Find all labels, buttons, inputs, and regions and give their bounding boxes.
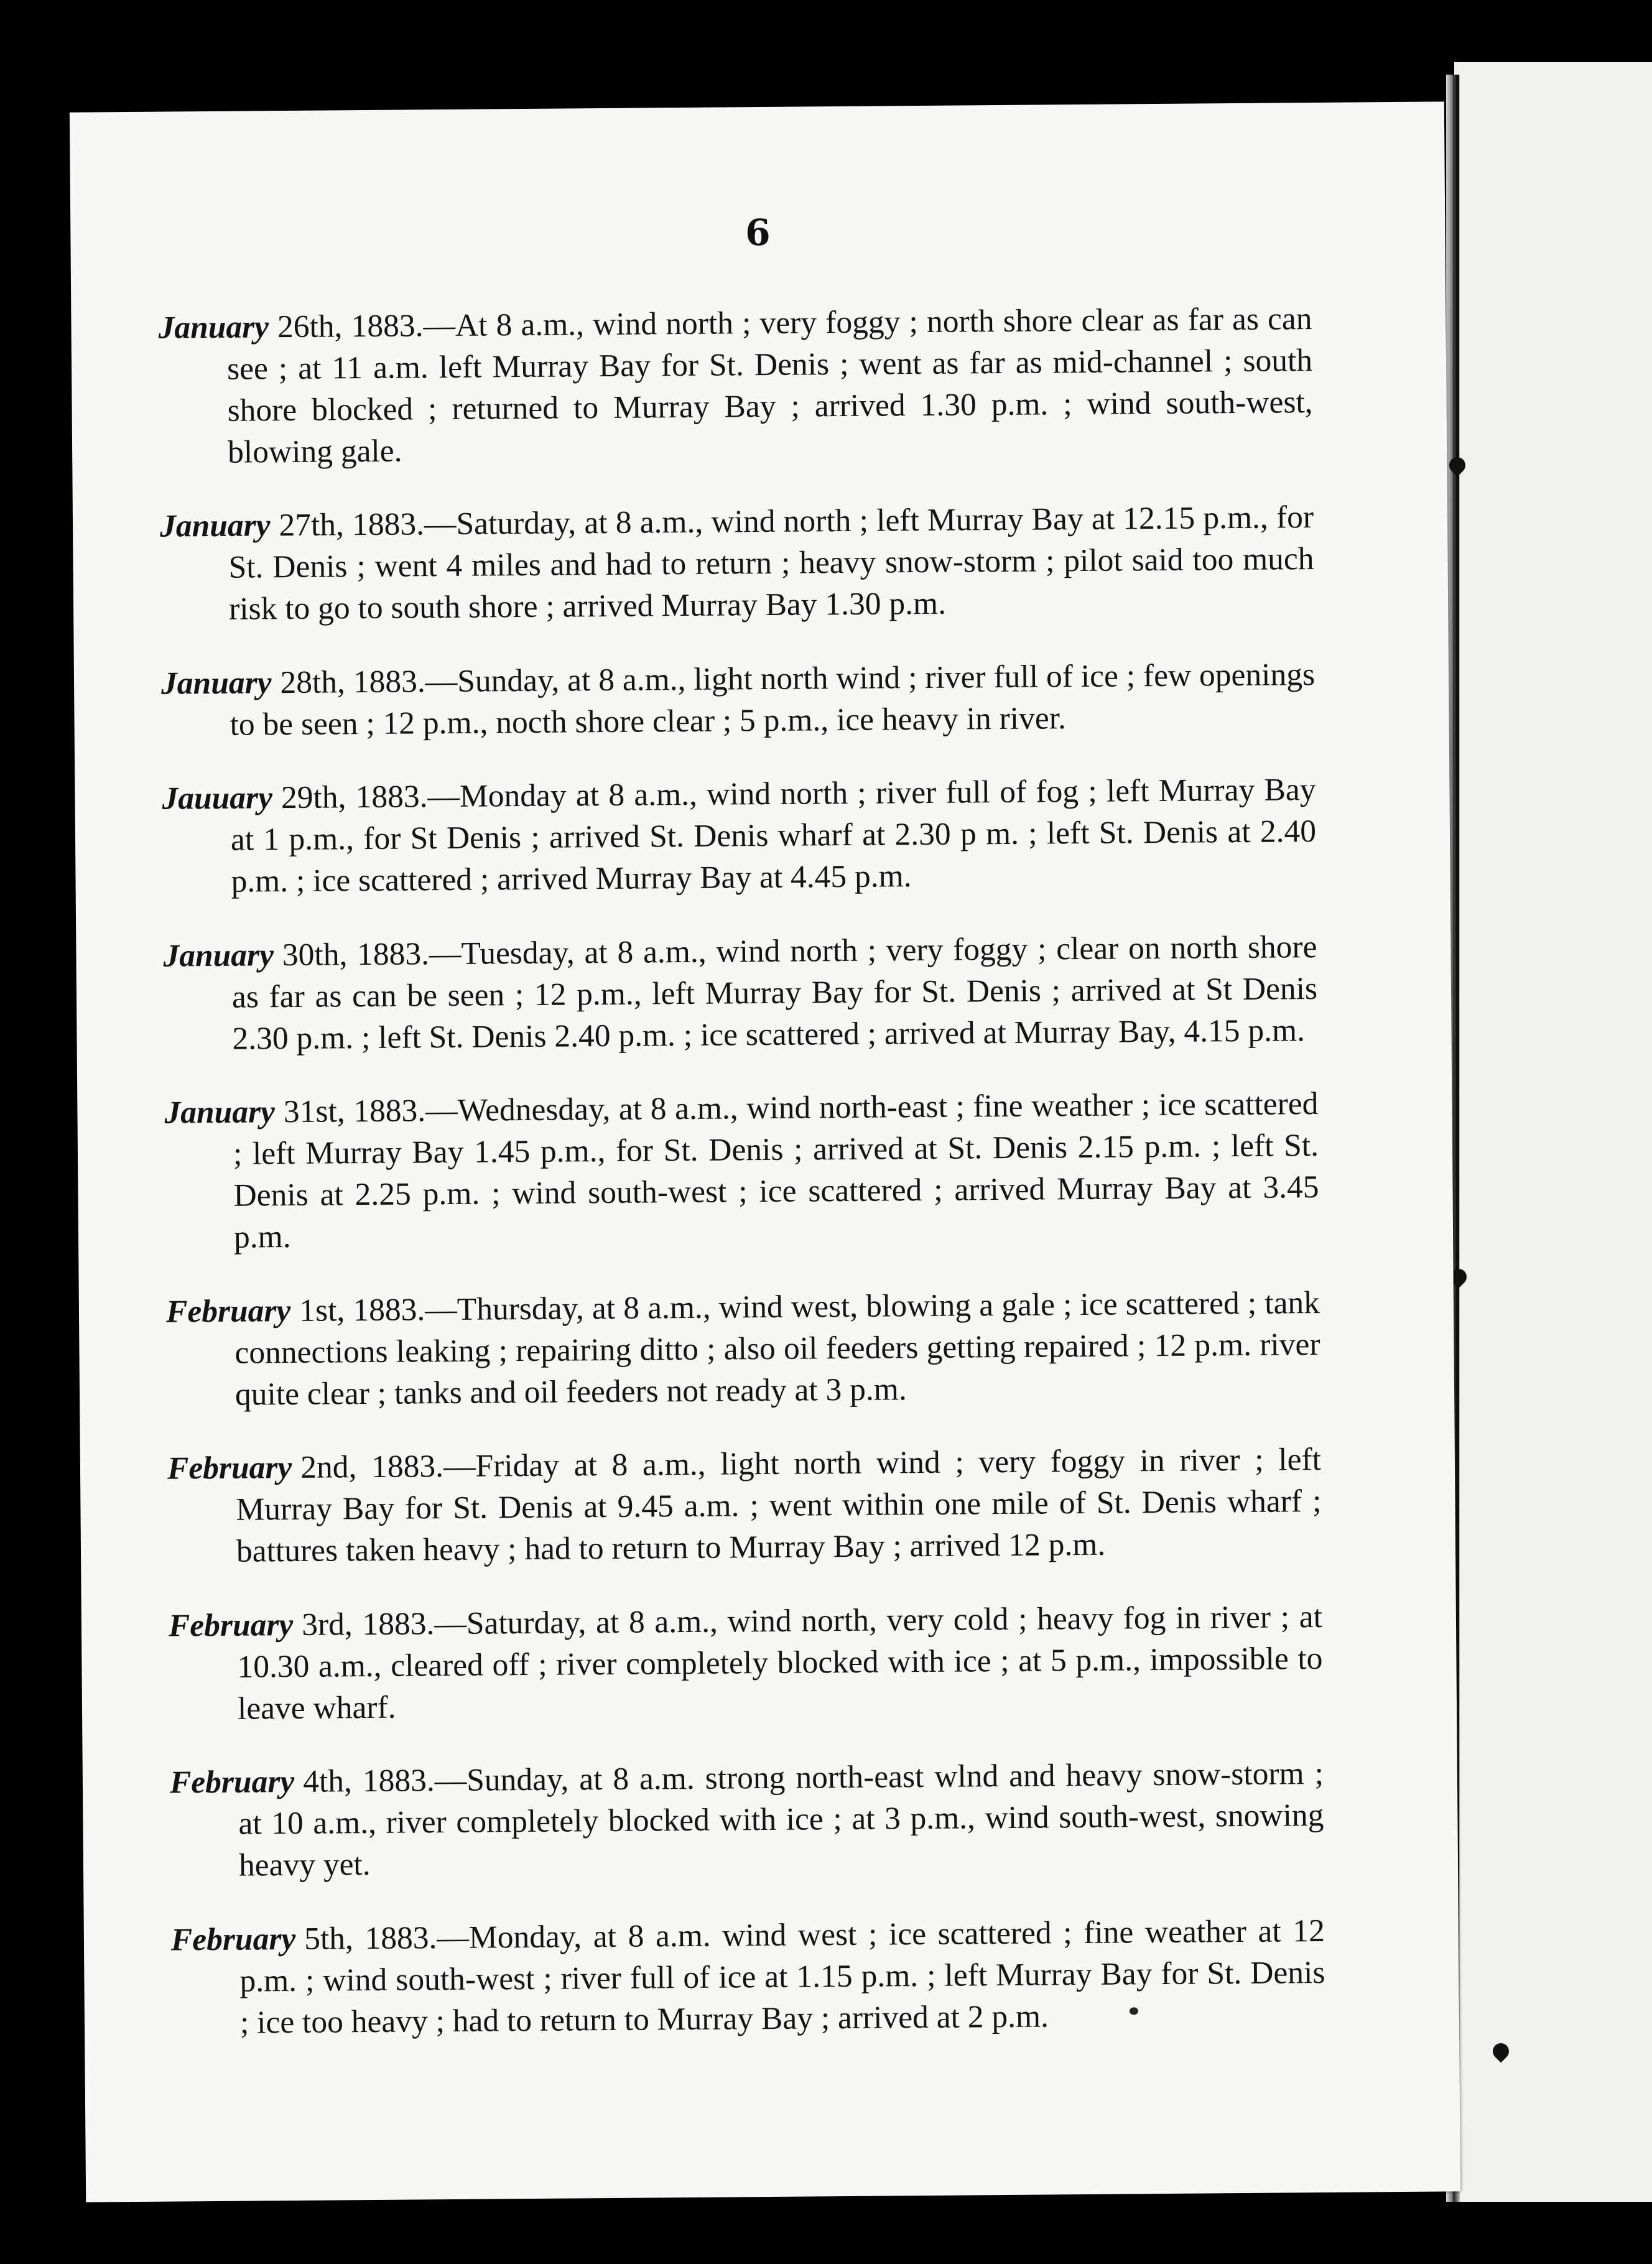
log-entry [171,1909,1326,2044]
entry-month: January [160,664,272,702]
facing-page-edge [1454,62,1652,2202]
log-entry [158,298,1313,474]
entry-text: 4th, 1883.—Sunday, at 8 a.m. strong north-east wlnd and heavy snow-storm ; at 10 a.m., river completely blocked with ice ; at 3 p.m., wind south-west, snowing heavy yet. [238,1755,1324,1883]
log-entry [161,654,1316,746]
log-entry [162,769,1317,903]
book-page [70,101,1460,2202]
entry-text: 27th, 1883.—Saturday, at 8 a.m., wind north ; left Murray Bay at 12.15 p.m., for St. Denis ; went 4 miles and had to return ; heavy snow-storm ; pilot said too much risk to go to south shore ; arrived Murray Bay 1.30 p.m. [228,499,1314,627]
log-entry [167,1439,1322,1573]
entry-month: January [159,508,271,544]
entry-text: 5th, 1883.—Monday, at 8 a.m. wind west ; ice scattered ; fine weather at 12 p.m. ; wind south-west ; river full of ice at 1.15 p.m. ; left Murray Bay for St. Denis ; ice too heavy ; had to return to Murray Bay ; arrived at 2 p.m. [239,1913,1325,2041]
entry-month: January [164,1094,276,1131]
entry-text: 28th, 1883.—Sunday, at 8 a.m., light north wind ; river full of ice ; few openings to be seen ; 12 p.m., nocth shore clear ; 5 p.m., ice heavy in river. [230,656,1316,743]
entry-text: 29th, 1883.—Monday at 8 a.m., wind north ; river full of fog ; left Murray Bay at 1 p.m., for St Denis ; arrived St. Denis wharf at 2.30 p m. ; left St. Denis at 2.40 p.m. ; ice scattered ; arrived Murray Bay at 4.45 p.m. [230,772,1317,899]
entry-month: February [167,1449,292,1487]
ink-speck [1130,2007,1138,2015]
entry-text: 31st, 1883.—Wednesday, at 8 a.m., wind north-east ; fine weather ; ice scattered ; left Murray Bay 1.45 p.m., for St. Denis ; arrived at St. Denis 2.15 p.m. ; left St. Denis at 2.25 p.m. ; wind south-west ; ice scattered ; arrived Murray Bay at 3.45 p.m. [233,1086,1319,1255]
entry-text: 2nd, 1883.—Friday at 8 a.m., light north wind ; very foggy in river ; left Murray Bay for St. Denis at 9.45 a.m. ; went within one mile of St. Denis wharf ; battures taken heavy ; had to return to Murray Bay ; arrived 12 p.m. [236,1441,1322,1569]
page-number: 6 [745,211,771,254]
entry-month: February [165,1292,291,1330]
log-entry [169,1595,1324,1730]
entry-text: 3rd, 1883.—Saturday, at 8 a.m., wind north, very cold ; heavy fog in river ; at 10.30 a.m., cleared off ; river completely blocked with ice ; at 5 p.m., impossible to leave wharf. [237,1598,1323,1727]
entry-month: February [169,1763,295,1801]
log-entry [163,926,1318,1060]
log-entry [160,496,1315,631]
log-entry [170,1753,1325,1887]
entry-text: 30th, 1883.—Tuesday, at 8 a.m., wind north ; very foggy ; clear on north shore as far as can be seen ; 12 p.m., left Murray Bay for St. Denis ; arrived at St Denis 2.30 p.m. ; left St. Denis 2.40 p.m. ; ice scattered ; arrived at Murray Bay, 4.15 p.m. [231,929,1318,1057]
entry-text: 1st, 1883.—Thursday, at 8 a.m., wind west, blowing a gale ; ice scattered ; tank connections leaking ; repairing ditto ; also oil feeders getting repaired ; 12 p.m. river quite clear ; tanks and oil feeders not ready at 3 p.m. [234,1284,1320,1413]
entry-text: 26th, 1883.—At 8 a.m., wind north ; very foggy ; north shore clear as far as can see ; at 11 a.m. left Murray Bay for St. Denis ; went as far as mid-channel ; south shore blocked ; returned to Murray Bay ; arrived 1.30 p.m. ; wind south-west, blowing gale. [226,300,1313,470]
entry-month: February [168,1607,294,1644]
entry-month: January [158,309,269,346]
log-entry [164,1083,1319,1259]
entry-month: Jauuary [162,780,273,817]
entry-month: February [170,1921,296,1958]
log-entry [166,1282,1321,1416]
log-entries [158,266,1325,2055]
entry-month: January [163,937,274,974]
